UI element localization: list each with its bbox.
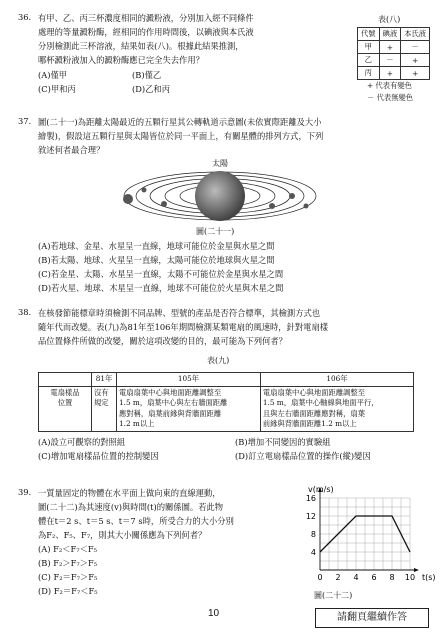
table-8 xyxy=(357,27,430,80)
q39-option-d[interactable]: (D) F₂＝F₇＜F₅ xyxy=(38,586,98,596)
q38-option-b[interactable]: (B)增加不同變因的實驗組 xyxy=(235,437,331,447)
y-tick-label: 12 xyxy=(305,512,316,521)
table-8-cell: 乙 xyxy=(358,54,380,67)
q37-option-c[interactable]: (C)若金星、太陽、水星呈一直線，太陽不可能位於金星與水星之間 xyxy=(38,269,284,279)
table-8-cell: － xyxy=(379,54,401,67)
planet xyxy=(142,188,147,193)
y-tick-label: 16 xyxy=(305,494,316,503)
q37-option-b[interactable]: (B)若太陽、地球、火星呈一直線，太陽可能位於地球與火星之間 xyxy=(38,255,275,265)
table-9-cell: 電扇扇葉中心與地面距離調整至 1.5 m，扇葉中心軸線與地面平行， 且與左右牆面距離應對稱，扇葉 前緣與背牆面距離1.2 m以上 xyxy=(260,386,413,431)
q37-option-d[interactable]: (D)若火星、地球、木星呈一直線，地球不可能位於火星與木星之間 xyxy=(38,283,284,293)
x-axis-label: t(s) xyxy=(422,573,436,582)
table-8-header: 代號 xyxy=(358,28,380,41)
q39-line: 圖(二十二)為其速度(v)與時間(t)的關係圖。若此物 xyxy=(38,502,224,512)
planet xyxy=(269,203,275,209)
table-9-header: 81年 xyxy=(92,373,117,387)
x-tick-label: 2 xyxy=(335,573,341,582)
x-axis-arrow xyxy=(414,568,419,572)
table-9 xyxy=(38,372,414,432)
q36-line: 哪杯澱粉液加入的澱粉酶應已完全失去作用？ xyxy=(38,55,204,65)
q37-line: 敘述何者最合理？ xyxy=(38,145,105,155)
page-number: 10 xyxy=(208,608,220,619)
table-8-cell: + xyxy=(379,67,401,80)
table-9-header: 106年 xyxy=(260,373,413,387)
q38-option-a[interactable]: (A)設立可觀察的對照組 xyxy=(38,437,126,447)
q39-line: 一質量固定的物體在水平面上做向東的直線運動， xyxy=(38,488,221,498)
q36-option-c[interactable]: (C)甲和丙 xyxy=(38,84,76,94)
table-9-title: 表(九) xyxy=(207,356,230,365)
q36-line: 有甲、乙、丙三杯濃度相同的澱粉液，分別加入經不同條件 xyxy=(38,13,254,23)
x-tick-label: 8 xyxy=(389,573,395,582)
q36-option-d[interactable]: (D)乙和丙 xyxy=(132,84,171,94)
table-9-cell: 電扇扇葉中心與地面距離調整至 1.5 m，扇葉中心與左右牆面距離 應對稱，扇葉前緣與背牆面距離 1.2 m以上 xyxy=(117,386,261,431)
table-8-cell: + xyxy=(401,67,430,80)
table-8-cell: － xyxy=(401,41,430,54)
q39-line: 體在t＝2 s、t＝5 s、t＝7 s時，所受合力的大小分別 xyxy=(38,516,234,526)
sun xyxy=(195,171,245,221)
table-8-cell: 丙 xyxy=(358,67,380,80)
table-8-cell: + xyxy=(379,41,401,54)
q39-line: 為F₂、F₅、F₇，則其大小關係應為下列何者？ xyxy=(38,530,207,540)
q36-option-a[interactable]: (A)僅甲 xyxy=(38,70,68,80)
x-tick-label: 0 xyxy=(317,573,323,582)
q37-option-a[interactable]: (A)若地球、金星、水星呈一直線，地球可能位於金星與水星之間 xyxy=(38,241,275,251)
x-tick-label: 10 xyxy=(404,573,416,582)
table-8-header: 碘液 xyxy=(379,28,401,41)
q39-option-b[interactable]: (B) F₂＞F₇＞F₅ xyxy=(38,558,98,568)
q38-line: 在核發節能標章時須檢測不同品牌、型號的產品是否符合標準，其檢測方式也 xyxy=(38,308,321,318)
velocity-time-chart xyxy=(284,484,434,590)
y-axis-label: v(m/s) xyxy=(308,485,334,494)
planet xyxy=(161,201,167,207)
fig-21-caption: 圖(二十一) xyxy=(196,227,235,236)
table-8-header: 本氏液 xyxy=(401,28,430,41)
y-tick-label: 4 xyxy=(310,548,316,557)
q38-line: 品位置條件所做的改變，關於這項改變的目的，最可能為下列何者？ xyxy=(38,336,287,346)
q38-option-d[interactable]: (D)訂立電扇樣品位置的操作(縱)變因 xyxy=(235,451,371,461)
q37-line: 繪製)，假設這五顆行星與太陽皆位於同一平面上，有關星體的排列方式，下列 xyxy=(38,131,324,141)
q36-line: 分別檢測此三杯溶液，結果如表(八)。根據此結果推測， xyxy=(38,41,244,51)
x-tick-label: 4 xyxy=(353,573,359,582)
table-9-row-label: 電扇樣品 位置 xyxy=(39,386,92,431)
continue-notice: 請翻頁繼續作答 xyxy=(315,608,429,628)
planet xyxy=(123,194,133,204)
table-8-cell: + xyxy=(401,54,430,67)
q36-option-b[interactable]: (B)僅乙 xyxy=(132,70,162,80)
q36-line: 處理的等量澱粉酶，經相同的作用時間後，以碘液與本氏液 xyxy=(38,27,254,37)
q39-option-c[interactable]: (C) F₂＝F₇＞F₅ xyxy=(38,572,98,582)
q39-number: 39. xyxy=(18,487,32,497)
table-8-legend: － 代表無變色 xyxy=(367,93,414,102)
table-9-cell: 沒有 規定 xyxy=(92,386,117,431)
planet xyxy=(289,193,295,199)
solar-system-figure xyxy=(120,168,320,224)
q36-number: 36. xyxy=(18,12,32,22)
fig-22-caption: 圖(二十二) xyxy=(314,591,353,600)
table-9-header: 105年 xyxy=(117,373,261,387)
x-tick-label: 6 xyxy=(371,573,377,582)
q38-line: 隨年代而改變。表(九)為81年至106年期間檢測某類電扇的風速時，針對電扇樣 xyxy=(38,322,329,332)
q38-number: 38. xyxy=(18,307,32,317)
planet xyxy=(304,204,309,209)
sun-label: 太陽 xyxy=(212,159,228,168)
q38-option-c[interactable]: (C)增加電扇樣品位置的控制變因 xyxy=(38,451,159,461)
q37-number: 37. xyxy=(18,116,32,126)
table-8-cell: 甲 xyxy=(358,41,380,54)
q37-line: 圖(二十一)為距離太陽最近的五顆行星其公轉軌道示意圖(未依實際距離及大小 xyxy=(38,117,322,127)
y-tick-label: 8 xyxy=(310,530,316,539)
q39-option-a[interactable]: (A) F₂＜F₇＜F₅ xyxy=(38,544,97,554)
table-8-legend: + 代表有變色 xyxy=(367,81,412,90)
table-8-title: 表(八) xyxy=(378,15,401,24)
